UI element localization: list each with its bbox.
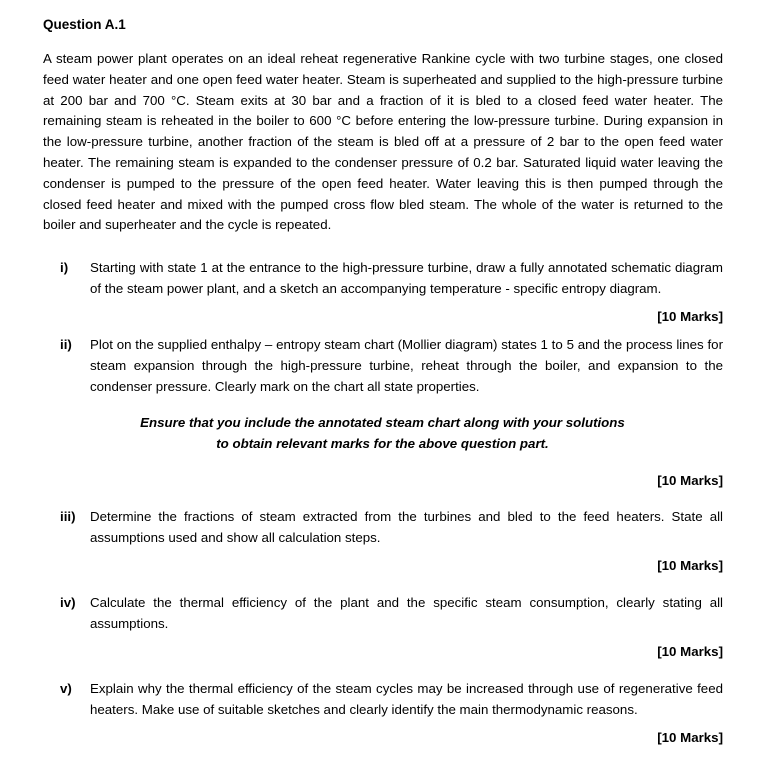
part-i-number: i) bbox=[60, 260, 69, 275]
part-iii-marks: [10 Marks] bbox=[657, 558, 723, 573]
part-v bbox=[60, 679, 723, 721]
part-ii-number: ii) bbox=[60, 337, 72, 352]
part-i-marks: [10 Marks] bbox=[657, 309, 723, 324]
part-iv-text: Calculate the thermal efficiency of the plant and the specific steam consumption, clearly stating all assumptions. bbox=[90, 595, 723, 631]
question-intro: A steam power plant operates on an ideal reheat regenerative Rankine cycle with two turbine stages, one closed feed water heater and one open feed water heater. Steam is superheated and supplied to the high-pressure turbine at 200 bar and 700 °C. Steam exits at 30 bar and a fraction of it is bled to a closed feed water heater. The remaining steam is reheated in the boiler to 600 °C before entering the low-pressure turbine. During expansion in the low-pressure turbine, another fraction of the steam is bled off at a pressure of 2 bar to the open feed water heater. The remaining steam is expanded to the condenser pressure of 0.2 bar. Saturated liquid water leaving the condenser is pumped to the pressure of the open feed heater. Water leaving this is then pumped through the closed feed heater and mixed with the pumped cross flow bled steam. The whole of the water is returned to the boiler and superheater and the cycle is repeated. bbox=[43, 51, 723, 233]
part-v-text: Explain why the thermal efficiency of the steam cycles may be increased through use of regenerative feed heaters. Make use of suitable sketches and clearly identify the main thermodynamic reasons. bbox=[90, 681, 723, 717]
part-iii-text: Determine the fractions of steam extracted from the turbines and bled to the feed heaters. State all assumptions used and show all calculation steps. bbox=[90, 509, 723, 545]
part-ii-note-line1: Ensure that you include the annotated steam chart along with your solutions bbox=[140, 415, 625, 430]
part-v-marks: [10 Marks] bbox=[657, 730, 723, 745]
part-v-number: v) bbox=[60, 681, 72, 696]
part-ii-note-line2: to obtain relevant marks for the above question part. bbox=[216, 435, 549, 451]
part-iv bbox=[60, 593, 723, 635]
question-title: Question A.1 bbox=[43, 17, 126, 32]
part-iii bbox=[60, 507, 723, 549]
part-ii-text: Plot on the supplied enthalpy – entropy steam chart (Mollier diagram) states 1 to 5 and the process lines for steam expansion through the high-pressure turbine, reheat through the boiler, and expansion to the condenser pressure. Clearly mark on the chart all state properties. bbox=[90, 337, 723, 394]
part-ii-note bbox=[130, 413, 635, 454]
part-ii bbox=[60, 335, 723, 397]
part-i bbox=[60, 258, 723, 300]
part-iii-number: iii) bbox=[60, 509, 76, 524]
part-i-text: Starting with state 1 at the entrance to the high-pressure turbine, draw a fully annotated schematic diagram of the steam power plant, and a sketch an accompanying temperature - specific entropy diagram. bbox=[90, 260, 723, 296]
part-ii-marks: [10 Marks] bbox=[657, 473, 723, 488]
part-iv-number: iv) bbox=[60, 595, 76, 610]
part-iv-marks: [10 Marks] bbox=[657, 644, 723, 659]
